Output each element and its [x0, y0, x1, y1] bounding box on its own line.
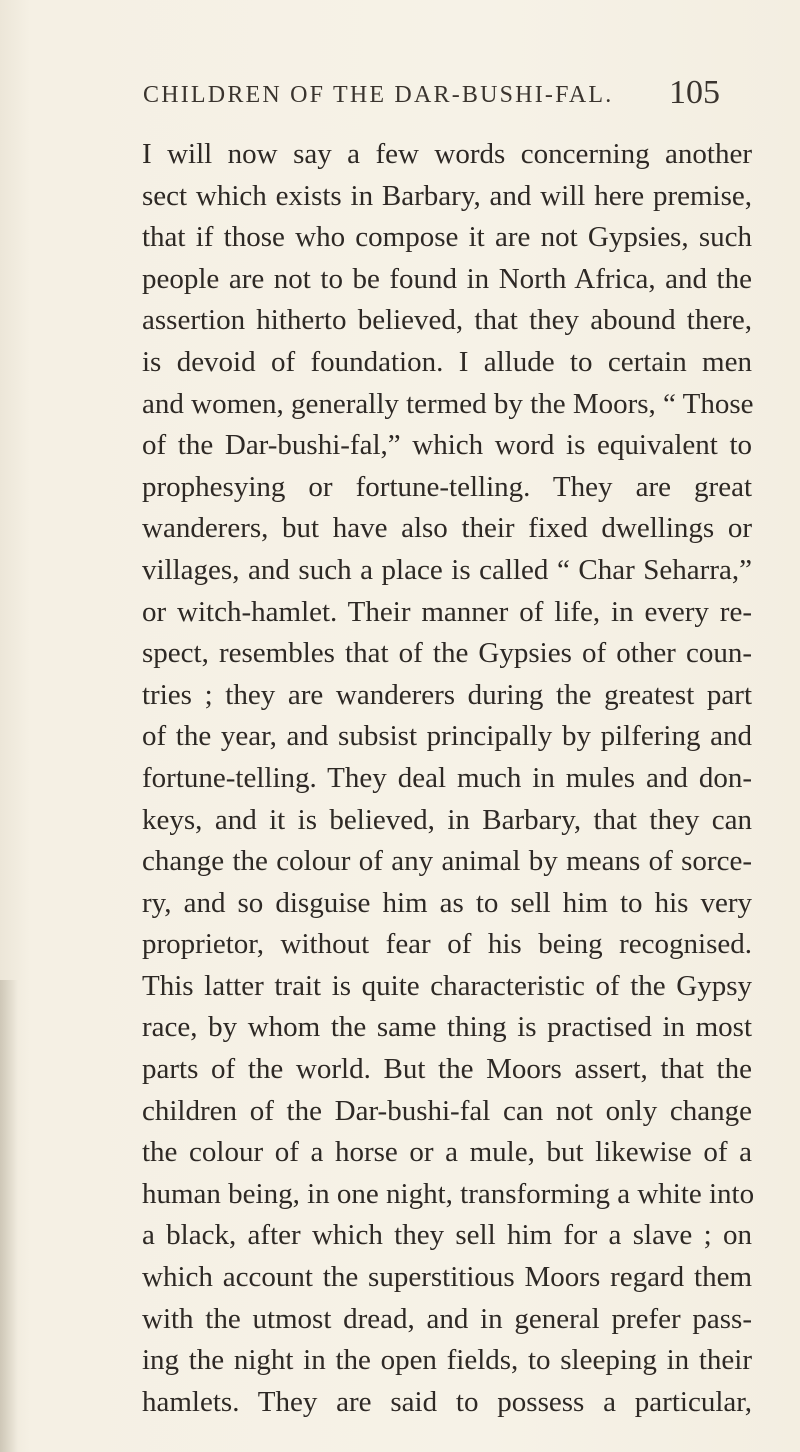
text-line: spect, resembles that of the Gypsies of other coun-	[142, 637, 752, 670]
text-line: or witch-hamlet. Their manner of life, in every re-	[142, 595, 752, 628]
text-line: with the utmost dread, and in general prefer pass-	[142, 1302, 752, 1335]
text-line: wanderers, but have also their fixed dwellings or	[142, 512, 752, 545]
text-line: which account the superstitious Moors regard them	[142, 1261, 752, 1294]
page-number: 105	[669, 74, 720, 111]
text-line: human being, in one night, transforming a white into	[142, 1177, 755, 1210]
text-line: of the Dar-bushi-fal,” which word is equivalent to	[142, 429, 752, 462]
text-line: hamlets. They are said to possess a particular,	[142, 1385, 752, 1418]
text-line: of the year, and subsist principally by pilfering and	[142, 720, 752, 753]
text-line: is devoid of foundation. I allude to certain men	[142, 345, 752, 378]
text-line: parts of the world. But the Moors assert, that the	[142, 1053, 752, 1086]
text-line: that if those who compose it are not Gypsies, such	[142, 221, 752, 254]
text-line: proprietor, without fear of his being recognised.	[142, 928, 752, 961]
body-text	[142, 134, 755, 1423]
gutter-shadow	[0, 980, 18, 1452]
text-line: fortune-telling. They deal much in mules and don-	[142, 761, 752, 794]
running-head: CHILDREN OF THE DAR-BUSHI-FAL.	[143, 82, 614, 108]
text-line: a black, after which they sell him for a slave ; on	[142, 1219, 752, 1252]
text-line: keys, and it is believed, in Barbary, that they can	[142, 803, 752, 836]
text-line: change the colour of any animal by means of sorce-	[142, 845, 752, 878]
text-line: ing the night in the open fields, to sleeping in their	[142, 1344, 752, 1377]
text-line: and women, generally termed by the Moors, “ Those	[142, 387, 754, 420]
text-line: ry, and so disguise him as to sell him to his very	[142, 886, 752, 919]
text-line: the colour of a horse or a mule, but likewise of a	[142, 1136, 752, 1169]
text-line: prophesying or fortune-telling. They are great	[142, 470, 752, 503]
text-line: people are not to be found in North Africa, and the	[142, 262, 752, 295]
text-line: sect which exists in Barbary, and will here premise,	[142, 179, 752, 212]
text-line: assertion hitherto believed, that they abound there,	[142, 304, 752, 337]
text-line: children of the Dar-bushi-fal can not only change	[142, 1094, 752, 1127]
text-line: race, by whom the same thing is practised in most	[142, 1011, 752, 1044]
text-line: This latter trait is quite characteristic of the Gypsy	[142, 969, 752, 1002]
text-line: tries ; they are wanderers during the greatest part	[142, 678, 752, 711]
text-line: I will now say a few words concerning another	[142, 138, 752, 170]
text-line: villages, and such a place is called “ Char Seharra,”	[142, 553, 752, 586]
